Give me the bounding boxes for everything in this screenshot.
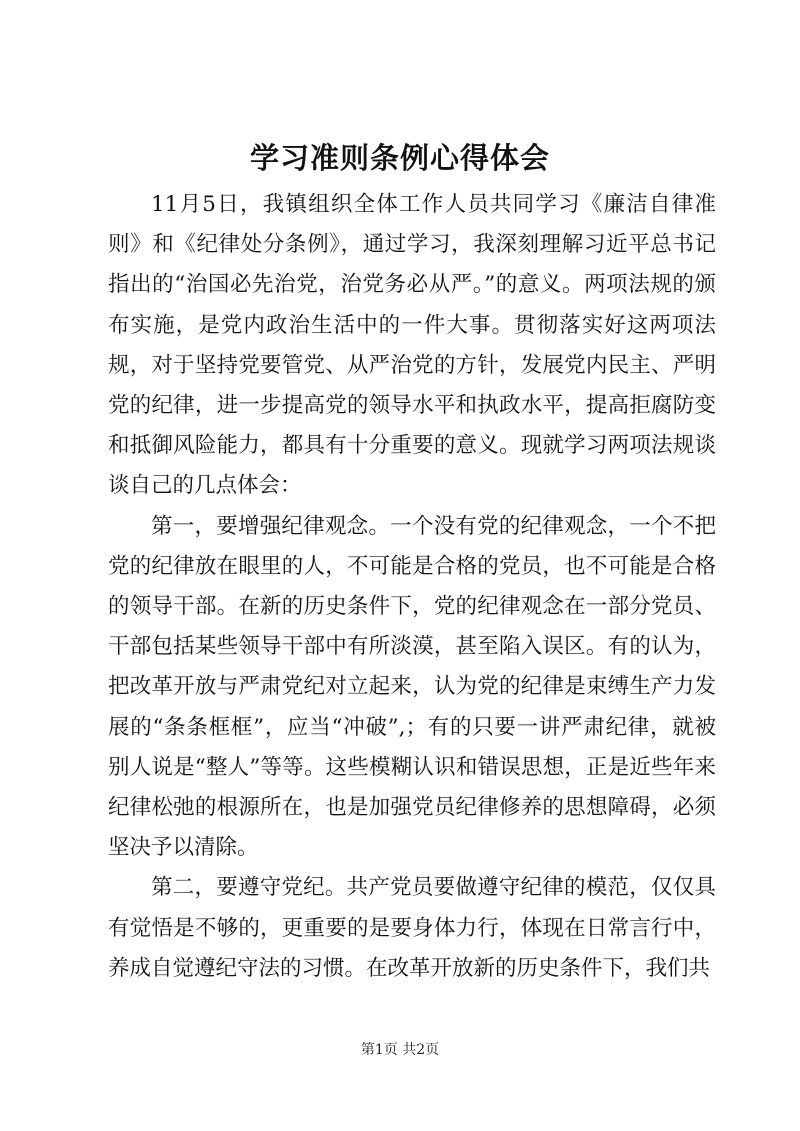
paragraph-first-point: 第一，要增强纪律观念。一个没有党的纪律观念，一个不把党的纪律放在眼里的人，不可能是合格的党员，也不可能是合格的领导干部。在新的历史条件下，党的纪律观念在一部分党员、干部包括某些领导干部中有所淡漠，甚至陷入误区。有的认为，把改革开放与严肃党纪对立起来，认为党的纪律是束缚生产力发展的“条条框框”，应当“冲破”,；有的只要一讲严肃纪律，就被别人说是“整人”等等。这些模糊认识和错误思想，正是近些年来纪律松弛的根源所在，也是加强党员纪律修养的思想障碍，必须坚决予以清除。	[108, 513, 716, 861]
paragraph-intro: 11月5日，我镇组织全体工作人员共同学习《廉洁自律准则》和《纪律处分条例》，通过学习，我深刻理解习近平总书记指出的“治国必先治党，治党务必从严。”的意义。两项法规的颁布实施，是党内政治生活中的一件大事。贯彻落实好这两项法规，对于坚持党要管党、从严治党的方针，发展党内民主、严明党的纪律，进一步提高党的领导水平和执政水平，提高拒腐防变和抵御风险能力，都具有十分重要的意义。现就学习两项法规谈谈自己的几点体会：	[108, 192, 716, 499]
document-title: 学习准则条例心得体会	[249, 141, 550, 175]
page-number-footer: 第1页 共2页	[360, 1042, 440, 1058]
document-body	[108, 185, 716, 989]
paragraph-second-point: 第二，要遵守党纪。共产党员要做遵守纪律的模范，仅仅具有觉悟是不够的，更重要的是要身体力行，体现在日常言行中，养成自觉遵纪守法的习惯。在改革开放新的历史条件下，我们共	[108, 875, 716, 981]
